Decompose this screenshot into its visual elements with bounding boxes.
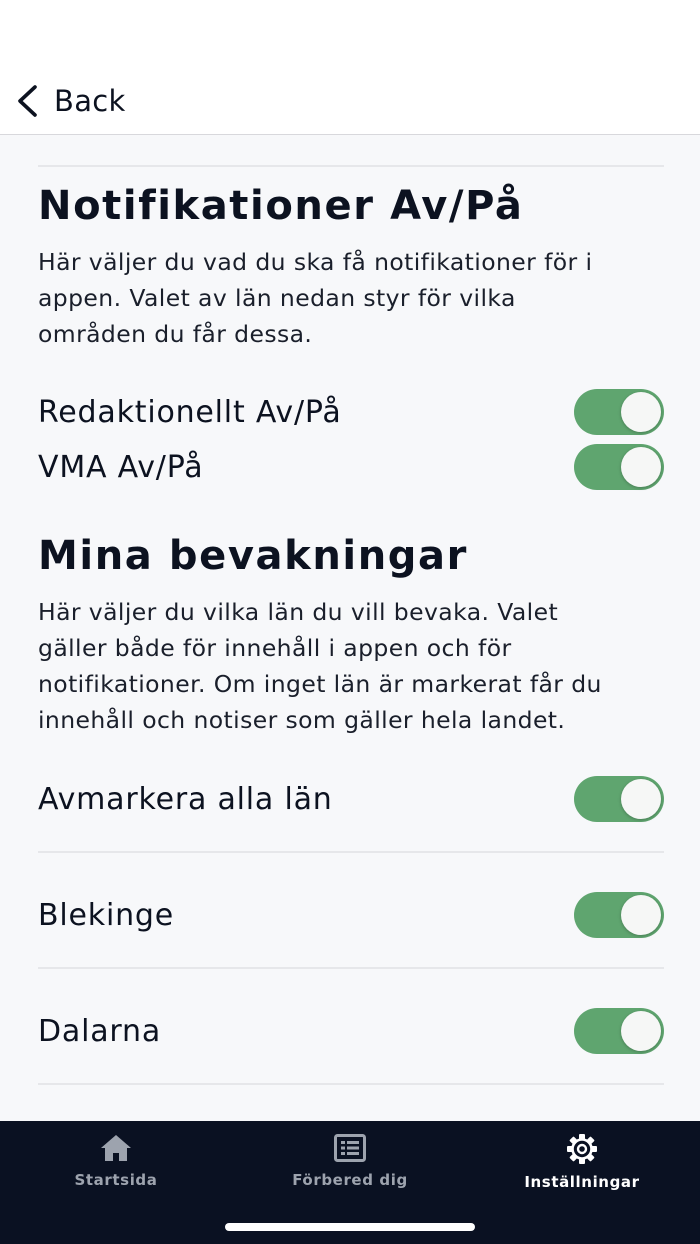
toggle-knob (621, 447, 661, 487)
watch-title: Mina bevakningar (38, 533, 468, 579)
redaktionellt-toggle[interactable] (574, 389, 664, 435)
watch-description (38, 594, 664, 738)
divider (38, 967, 664, 969)
gear-icon (565, 1133, 599, 1165)
tab-label: Startsida (74, 1171, 158, 1189)
nav-header (0, 0, 700, 135)
back-button[interactable] (14, 78, 126, 124)
home-icon (99, 1133, 133, 1163)
back-label: Back (54, 84, 126, 118)
watch-description-line: innehåll och notiser som gäller hela landet. (38, 706, 566, 734)
toggle-label: VMA Av/På (38, 449, 204, 485)
tab-startsida[interactable] (16, 1133, 216, 1203)
toggle-knob (621, 1011, 661, 1051)
dalarna-toggle[interactable] (574, 1008, 664, 1054)
toggle-row-blekinge (38, 890, 664, 940)
toggle-row-avmarkera (38, 774, 664, 824)
toggle-row-vma (38, 442, 664, 492)
tab-label: Inställningar (524, 1173, 640, 1191)
toggle-label: Blekinge (38, 897, 174, 933)
watch-description-line: gäller både för innehåll i appen och för (38, 634, 512, 662)
home-indicator (225, 1223, 475, 1231)
blekinge-toggle[interactable] (574, 892, 664, 938)
tab-label: Förbered dig (292, 1171, 408, 1189)
toggle-label: Dalarna (38, 1013, 162, 1049)
toggle-row-dalarna (38, 1006, 664, 1056)
notifications-description-line: Här väljer du vad du ska få notifikationer för i (38, 248, 593, 276)
notifications-description-line: områden du får dessa. (38, 320, 313, 348)
tab-forbered-dig[interactable] (250, 1133, 450, 1203)
watch-description-line: Här väljer du vilka län du vill bevaka. Valet (38, 598, 559, 626)
notifications-description-line: appen. Valet av län nedan styr för vilka (38, 284, 516, 312)
divider (38, 1083, 664, 1085)
watch-description-line: notifikationer. Om inget län är markerat får du (38, 670, 602, 698)
toggle-label: Avmarkera alla län (38, 781, 333, 817)
toggle-knob (621, 779, 661, 819)
toggle-label: Redaktionellt Av/På (38, 394, 342, 430)
divider (38, 165, 664, 167)
notifications-title: Notifikationer Av/På (38, 183, 524, 229)
toggle-knob (621, 895, 661, 935)
chevron-left-icon (14, 84, 40, 118)
avmarkera-alla-toggle[interactable] (574, 776, 664, 822)
list-icon (333, 1133, 367, 1163)
notifications-description (38, 244, 664, 352)
vma-toggle[interactable] (574, 444, 664, 490)
toggle-row-redaktionellt (38, 387, 664, 437)
divider (38, 851, 664, 853)
toggle-knob (621, 392, 661, 432)
tab-installningar[interactable] (482, 1133, 682, 1203)
